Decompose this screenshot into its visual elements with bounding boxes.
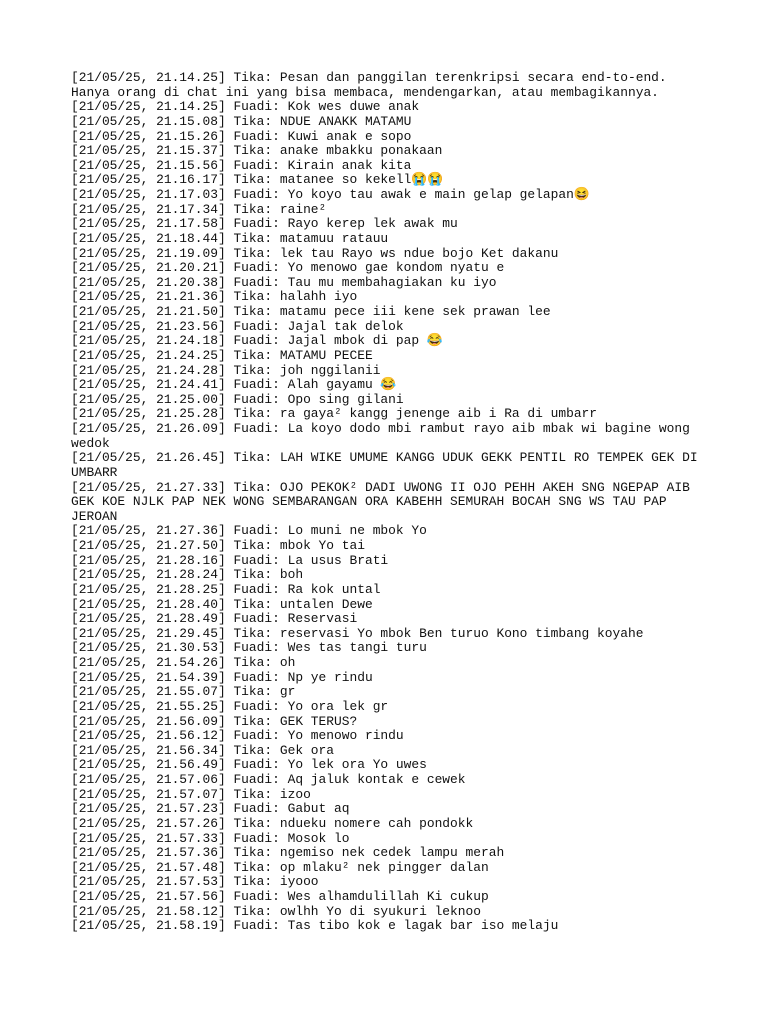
chat-line: [21/05/25, 21.27.50] Tika: mbok Yo tai (71, 538, 365, 553)
chat-line: [21/05/25, 21.56.12] Fuadi: Yo menowo rindu (71, 728, 404, 744)
chat-line: [21/05/25, 21.55.07] Tika: gr (71, 684, 296, 700)
chat-line: [21/05/25, 21.28.40] Tika: untalen Dewe (71, 596, 373, 612)
chat-line: [21/05/25, 21.16.17] Tika: matanee so kekell😭😭 (71, 172, 444, 188)
chat-line: [21/05/25, 21.24.28] Tika: joh nggilanii (71, 362, 381, 378)
chat-line: [21/05/25, 21.15.56] Fuadi: Kirain anak kita (71, 157, 412, 173)
chat-line: [21/05/25, 21.56.49] Fuadi: Yo lek ora Yo uwes (71, 757, 427, 773)
chat-line: [21/05/25, 21.54.39] Fuadi: Np ye rindu (71, 669, 373, 685)
chat-line: [21/05/25, 21.56.34] Tika: Gek ora (71, 742, 335, 758)
chat-line: [21/05/25, 21.24.25] Tika: MATAMU PECEE (71, 347, 373, 363)
chat-line: [21/05/25, 21.57.07] Tika: izoo (71, 786, 311, 802)
chat-line: [21/05/25, 21.57.06] Fuadi: Aq jaluk kontak e cewek (71, 772, 466, 787)
chat-line: [21/05/25, 21.15.37] Tika: anake mbakku ponakaan (71, 143, 443, 159)
chat-line: [21/05/25, 21.25.00] Fuadi: Opo sing gilani (71, 391, 404, 407)
chat-line: [21/05/25, 21.57.56] Fuadi: Wes alhamdulillah Ki cukup (71, 889, 489, 904)
chat-line: [21/05/25, 21.25.28] Tika: ra gaya² kangg jenenge aib i Ra di umbarr (71, 406, 598, 422)
chat-line: [21/05/25, 21.26.45] Tika: LAH WIKE UMUME KANGG UDUK GEKK PENTIL RO TEMPEK GEK DI UMBARR (71, 450, 706, 480)
chat-line: [21/05/25, 21.27.33] Tika: OJO PEKOK² DADI UWONG II OJO PEHH AKEH SNG NGEPAP AIB GEK KOE NJLK PAP NEK WONG SEMBARANGAN ORA KABEHH SEMURAH BOCAH SNG WS TAU PAP JEROAN (71, 479, 698, 524)
chat-line: [21/05/25, 21.20.21] Fuadi: Yo menowo gae kondom nyatu e (71, 260, 505, 276)
chat-line: [21/05/25, 21.21.36] Tika: halahh iyo (71, 289, 358, 305)
chat-line: [21/05/25, 21.21.50] Tika: matamu pece iii kene sek prawan lee (71, 304, 551, 319)
chat-line: [21/05/25, 21.56.09] Tika: GEK TERUS? (71, 713, 358, 729)
chat-line: [21/05/25, 21.28.25] Fuadi: Ra kok untal (71, 581, 381, 597)
chat-line: [21/05/25, 21.57.48] Tika: op mlaku² nek pingger dalan (71, 859, 489, 875)
chat-line: [21/05/25, 21.24.41] Fuadi: Alah gayamu 😂 (71, 377, 397, 393)
chat-line: [21/05/25, 21.17.58] Fuadi: Rayo kerep lek awak mu (71, 216, 458, 232)
chat-line: [21/05/25, 21.57.26] Tika: ndueku nomere cah pondokk (71, 815, 474, 831)
chat-line: [21/05/25, 21.24.18] Fuadi: Jajal mbok di pap 😂 (71, 333, 443, 349)
chat-line: [21/05/25, 21.17.03] Fuadi: Yo koyo tau awak e main gelap gelapan😆 (71, 187, 590, 202)
chat-line: [21/05/25, 21.57.53] Tika: iyooo (71, 874, 319, 890)
chat-line: [21/05/25, 21.15.26] Fuadi: Kuwi anak e sopo (71, 128, 412, 144)
chat-line: [21/05/25, 21.20.38] Fuadi: Tau mu membahagiakan ku iyo (71, 274, 497, 290)
chat-line: [21/05/25, 21.29.45] Tika: reservasi Yo mbok Ben turuo Kono timbang koyahe (71, 625, 644, 641)
chat-line: [21/05/25, 21.58.19] Fuadi: Tas tibo kok e lagak bar iso melaju (71, 918, 559, 934)
chat-line: [21/05/25, 21.57.33] Fuadi: Mosok lo (71, 830, 350, 846)
chat-line: [21/05/25, 21.54.26] Tika: oh (71, 655, 296, 670)
chat-line: [21/05/25, 21.28.49] Fuadi: Reservasi (71, 611, 358, 627)
chat-line: [21/05/25, 21.30.53] Fuadi: Wes tas tangi turu (71, 640, 427, 656)
chat-line: [21/05/25, 21.14.25] Tika: Pesan dan panggilan terenkripsi secara end-to-end. Hanya orang di chat ini yang bisa membaca, mendengarkan, atau membagikannya. (71, 70, 675, 100)
chat-line: [21/05/25, 21.27.36] Fuadi: Lo muni ne mbok Yo (71, 523, 427, 539)
chat-line: [21/05/25, 21.18.44] Tika: matamuu ratauu (71, 230, 389, 246)
chat-line: [21/05/25, 21.15.08] Tika: NDUE ANAKK MATAMU (71, 113, 412, 129)
chat-line: [21/05/25, 21.57.36] Tika: ngemiso nek cedek lampu merah (71, 845, 505, 861)
chat-line: [21/05/25, 21.14.25] Fuadi: Kok wes duwe anak (71, 99, 420, 115)
chat-line: [21/05/25, 21.28.24] Tika: boh (71, 567, 304, 583)
chat-line: [21/05/25, 21.57.23] Fuadi: Gabut aq (71, 801, 350, 817)
chat-line: [21/05/25, 21.28.16] Fuadi: La usus Brati (71, 552, 389, 568)
chat-line: [21/05/25, 21.23.56] Fuadi: Jajal tak delok (71, 318, 404, 334)
chat-line: [21/05/25, 21.26.09] Fuadi: La koyo dodo mbi rambut rayo aib mbak wi bagine wong wedok (71, 421, 698, 451)
chat-line: [21/05/25, 21.19.09] Tika: lek tau Rayo ws ndue bojo Ket dakanu (71, 245, 559, 261)
chat-line: [21/05/25, 21.17.34] Tika: raine² (71, 201, 327, 217)
chat-export-page (71, 71, 711, 934)
chat-line: [21/05/25, 21.55.25] Fuadi: Yo ora lek gr (71, 698, 389, 714)
chat-line: [21/05/25, 21.58.12] Tika: owlhh Yo di syukuri leknoo (71, 903, 481, 919)
